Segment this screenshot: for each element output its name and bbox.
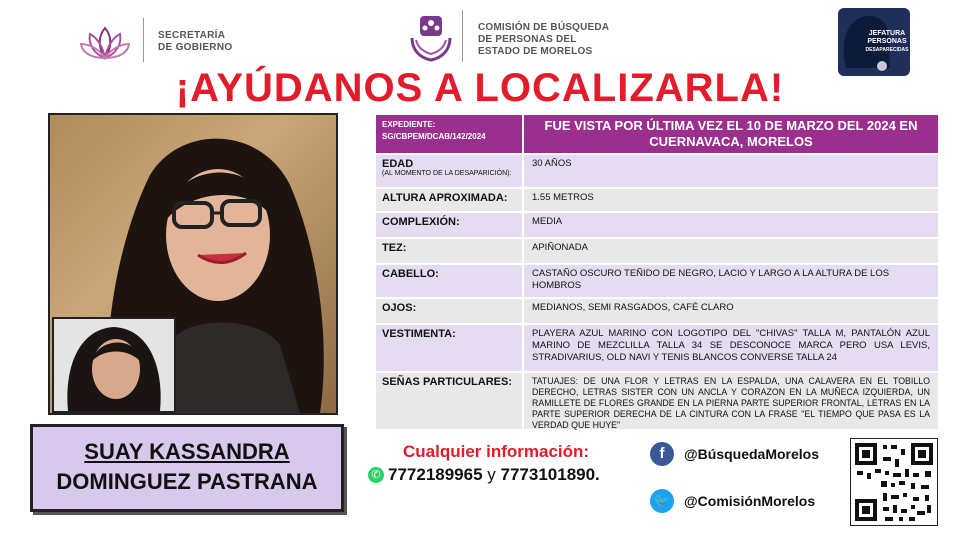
header-divider: [143, 18, 144, 62]
complexion-label: COMPLEXIÓN:: [376, 213, 522, 237]
phone-connector: y: [487, 465, 496, 484]
edad-sublabel: (AL MOMENTO DE LA DESAPARICIÓN):: [382, 170, 512, 177]
comision-line-1: COMISIÓN DE BÚSQUEDA: [478, 22, 610, 33]
senas-label: SEÑAS PARTICULARES:: [376, 373, 522, 429]
table-row-vestimenta: [376, 325, 938, 371]
inset-photo: [52, 317, 176, 413]
edad-label: EDAD: [382, 158, 414, 170]
ojos-label: OJOS:: [376, 299, 522, 323]
ojos-value: MEDIANOS, SEMI RASGADOS, CAFÉ CLARO: [524, 299, 938, 323]
lotus-logo-icon: [80, 22, 130, 64]
jefatura-line-1: JEFATURA: [868, 30, 906, 37]
secretaria-line-2: DE GOBIERNO: [158, 42, 233, 53]
table-row-tez: [376, 239, 938, 263]
altura-label: ALTURA APROXIMADA:: [376, 189, 522, 211]
vestimenta-value: PLAYERA AZUL MARINO CON LOGOTIPO DEL "CHIVAS" TALLA M, PANTALÓN AZUL MARINO DE MEZCLILLA TALLA 34 SE DESCONOCE MARCA PERO USA LEVIS, STRADIVARIUS, OLD NAVI Y TENIS BLANCOS CONVERSE TALLA 24: [524, 325, 938, 371]
last-seen-text: FUE VISTA POR ÚLTIMA VEZ EL 10 DE MARZO DEL 2024 EN CUERNAVACA, MORELOS: [524, 115, 938, 153]
jefatura-line-3: DESAPARECIDAS: [865, 47, 909, 53]
phone-2[interactable]: 7773101890.: [500, 465, 600, 484]
twitter-icon[interactable]: 🐦: [650, 489, 674, 513]
edad-label-cell: [376, 155, 522, 187]
jefatura-line-2: PERSONAS: [867, 38, 907, 45]
comision-text: [478, 22, 609, 58]
phone-numbers: [388, 465, 600, 485]
facebook-handle[interactable]: @BúsquedaMorelos: [684, 446, 820, 462]
table-row-edad: [376, 155, 938, 187]
secretaria-line-1: SECRETARÍA: [158, 30, 226, 41]
tez-value: APIÑONADA: [524, 239, 938, 263]
hands-heart-logo-icon: [408, 14, 454, 62]
table-row-expediente: [376, 115, 938, 153]
comision-line-3: ESTADO DE MORELOS: [478, 46, 593, 57]
whatsapp-icon: ✆: [368, 467, 384, 483]
header-divider-2: [462, 10, 463, 62]
senas-value: TATUAJES: DE UNA FLOR Y LETRAS EN LA ESPALDA, UNA CALAVERA EN EL TOBILLO DERECHO, LETRAS SISTER CON UN ANCLA Y CORAZON EN LA MUÑECA IZQUIERDA, UN RAMILLETE DE FLORES GRANDE EN LA PIERNA PARTE SUPERIOR FRONTAL, LETRAS EN LA PARTE SUPERIOR DERECHA DE LA CINTURA CON LA FRASE "EL TIEMPO QUE PASA ES LA VERDAD QUE HUYE": [524, 373, 938, 429]
expediente-label: EXPEDIENTE:: [382, 120, 436, 129]
vestimenta-label: VESTIMENTA:: [376, 325, 522, 371]
table-row-altura: [376, 189, 938, 211]
cabello-label: CABELLO:: [376, 265, 522, 297]
table-row-ojos: [376, 299, 938, 323]
table-row-complexion: [376, 213, 938, 237]
altura-value: 1.55 METROS: [524, 189, 938, 211]
name-line-2: DOMINGUEZ PASTRANA: [56, 469, 318, 494]
jefatura-text: [864, 30, 910, 54]
facebook-icon[interactable]: f: [650, 442, 674, 466]
complexion-value: MEDIA: [524, 213, 938, 237]
expediente-cell: [376, 115, 522, 153]
phone-1[interactable]: 7772189965: [388, 465, 483, 484]
name-box: [30, 424, 344, 512]
headline: ¡AYÚDANOS A LOCALIZARLA!: [175, 66, 785, 110]
contact-title: Cualquier información:: [403, 442, 590, 461]
twitter-handle[interactable]: @ComisiónMorelos: [684, 493, 816, 509]
table-row-senas: [376, 373, 938, 429]
name-line-1: SUAY KASSANDRA: [84, 439, 290, 464]
edad-value: 30 AÑOS: [524, 155, 938, 187]
qr-code-icon[interactable]: [850, 438, 938, 526]
expediente-number: SG/CBPEM/DCAB/142/2024: [382, 132, 486, 141]
table-row-cabello: [376, 265, 938, 297]
tez-label: TEZ:: [376, 239, 522, 263]
comision-line-2: DE PERSONAS DEL: [478, 34, 577, 45]
cabello-value: CASTAÑO OSCURO TEÑIDO DE NEGRO, LACIO Y LARGO A LA ALTURA DE LOS HOMBROS: [524, 265, 938, 297]
secretaria-text: [158, 30, 232, 54]
inset-portrait-graphic: [54, 319, 174, 411]
